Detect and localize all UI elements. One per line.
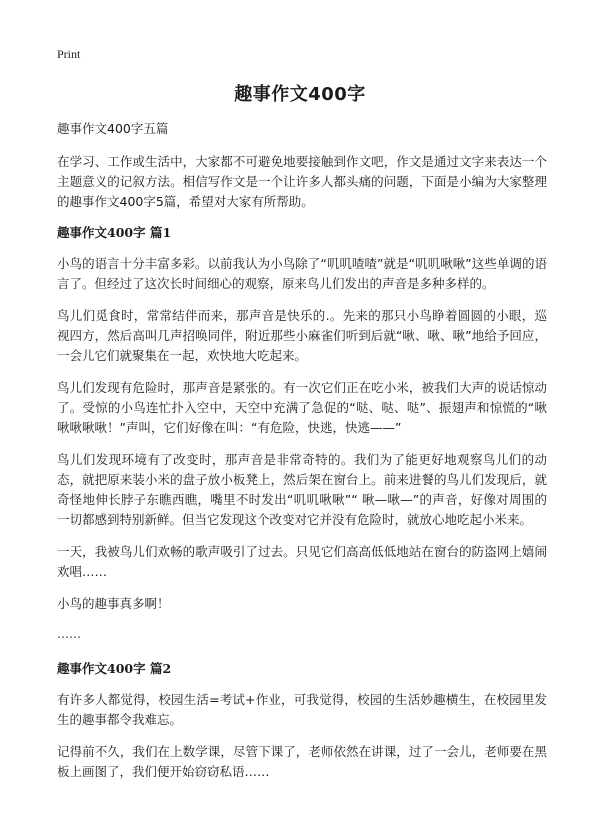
section-1-paragraph: 一天，我被鸟儿们欢畅的歌声吸引了过去。只见它们高高低低地站在窗台的防盗网上嬉闹欢唱……	[57, 544, 547, 579]
section-1-paragraph: 鸟儿们发现有危险时，那声音是紧张的。有一次它们正在吃小米，被我们大声的说话惊动了。受惊的小鸟连忙扑入空中，天空中充满了急促的“哒、哒、哒”、振翅声和惊慌的“啾啾啾啾啾！”声叫，它们好像在叫：“有危险，快逃，快逃——”	[57, 380, 547, 435]
section-1-paragraph: 鸟儿们发现环境有了改变时，那声音是非常奇特的。我们为了能更好地观察鸟儿们的动态，就把原来装小米的盘子放小板凳上，然后架在窗台上。前来进餐的鸟儿们发现后，就奇怪地伸长脖子东瞧西瞧，嘴里不时发出“叽叽啾啾”“ 啾—啾—”的声音，好像对周围的一切都感到特别新鲜。但当它发现这个改变对它并没有危险时，就放心地吃起小米来。	[57, 452, 547, 527]
section-2-paragraph: 记得前不久，我们在上数学课，尽管下课了，老师依然在讲课，过了一会儿，老师要在黑板上画图了，我们便开始窃窃私语……	[57, 744, 547, 779]
document-subtitle: 趣事作文400字五篇	[57, 121, 169, 136]
section-1-paragraph: 鸟儿们觅食时，常常结伴而来，那声音是快乐的.。先来的那只小鸟睁着圆圆的小眼，巡视四方，然后高叫几声招唤同伴，附近那些小麻雀们听到后就“啾、啾、啾”地给予回应，一会儿它们就聚集在一起，欢快地大吃起来。	[57, 308, 547, 363]
page-title: 趣事作文400字	[234, 84, 366, 105]
section-1-paragraph: 小鸟的趣事真多啊！	[57, 596, 170, 611]
section-1-ellipsis: ……	[57, 627, 81, 641]
intro-paragraph: 在学习、工作或生活中，大家都不可避免地要接触到作文吧，作文是通过文字来表达一个主题意义的记叙方法。相信写作文是一个让许多人都头痛的问题，下面是小编为大家整理的趣事作文400字5篇，希望对大家有所帮助。	[57, 154, 547, 209]
section-2-paragraph: 有许多人都觉得，校园生活=考试+作业，可我觉得，校园的生活妙趣横生，在校园里发生的趣事都令我难忘。	[57, 692, 547, 727]
print-link[interactable]: Print	[57, 47, 81, 61]
section-2-heading: 趣事作文400字 篇2	[57, 661, 172, 676]
section-1-heading: 趣事作文400字 篇1	[57, 225, 172, 240]
section-1-paragraph: 小鸟的语言十分丰富多彩。以前我认为小鸟除了“叽叽喳喳”就是“叽叽啾啾”这些单调的语言了。但经过了这次长时间细心的观察，原来鸟儿们发出的声音是多种多样的。	[57, 256, 547, 291]
document-body	[57, 120, 547, 794]
